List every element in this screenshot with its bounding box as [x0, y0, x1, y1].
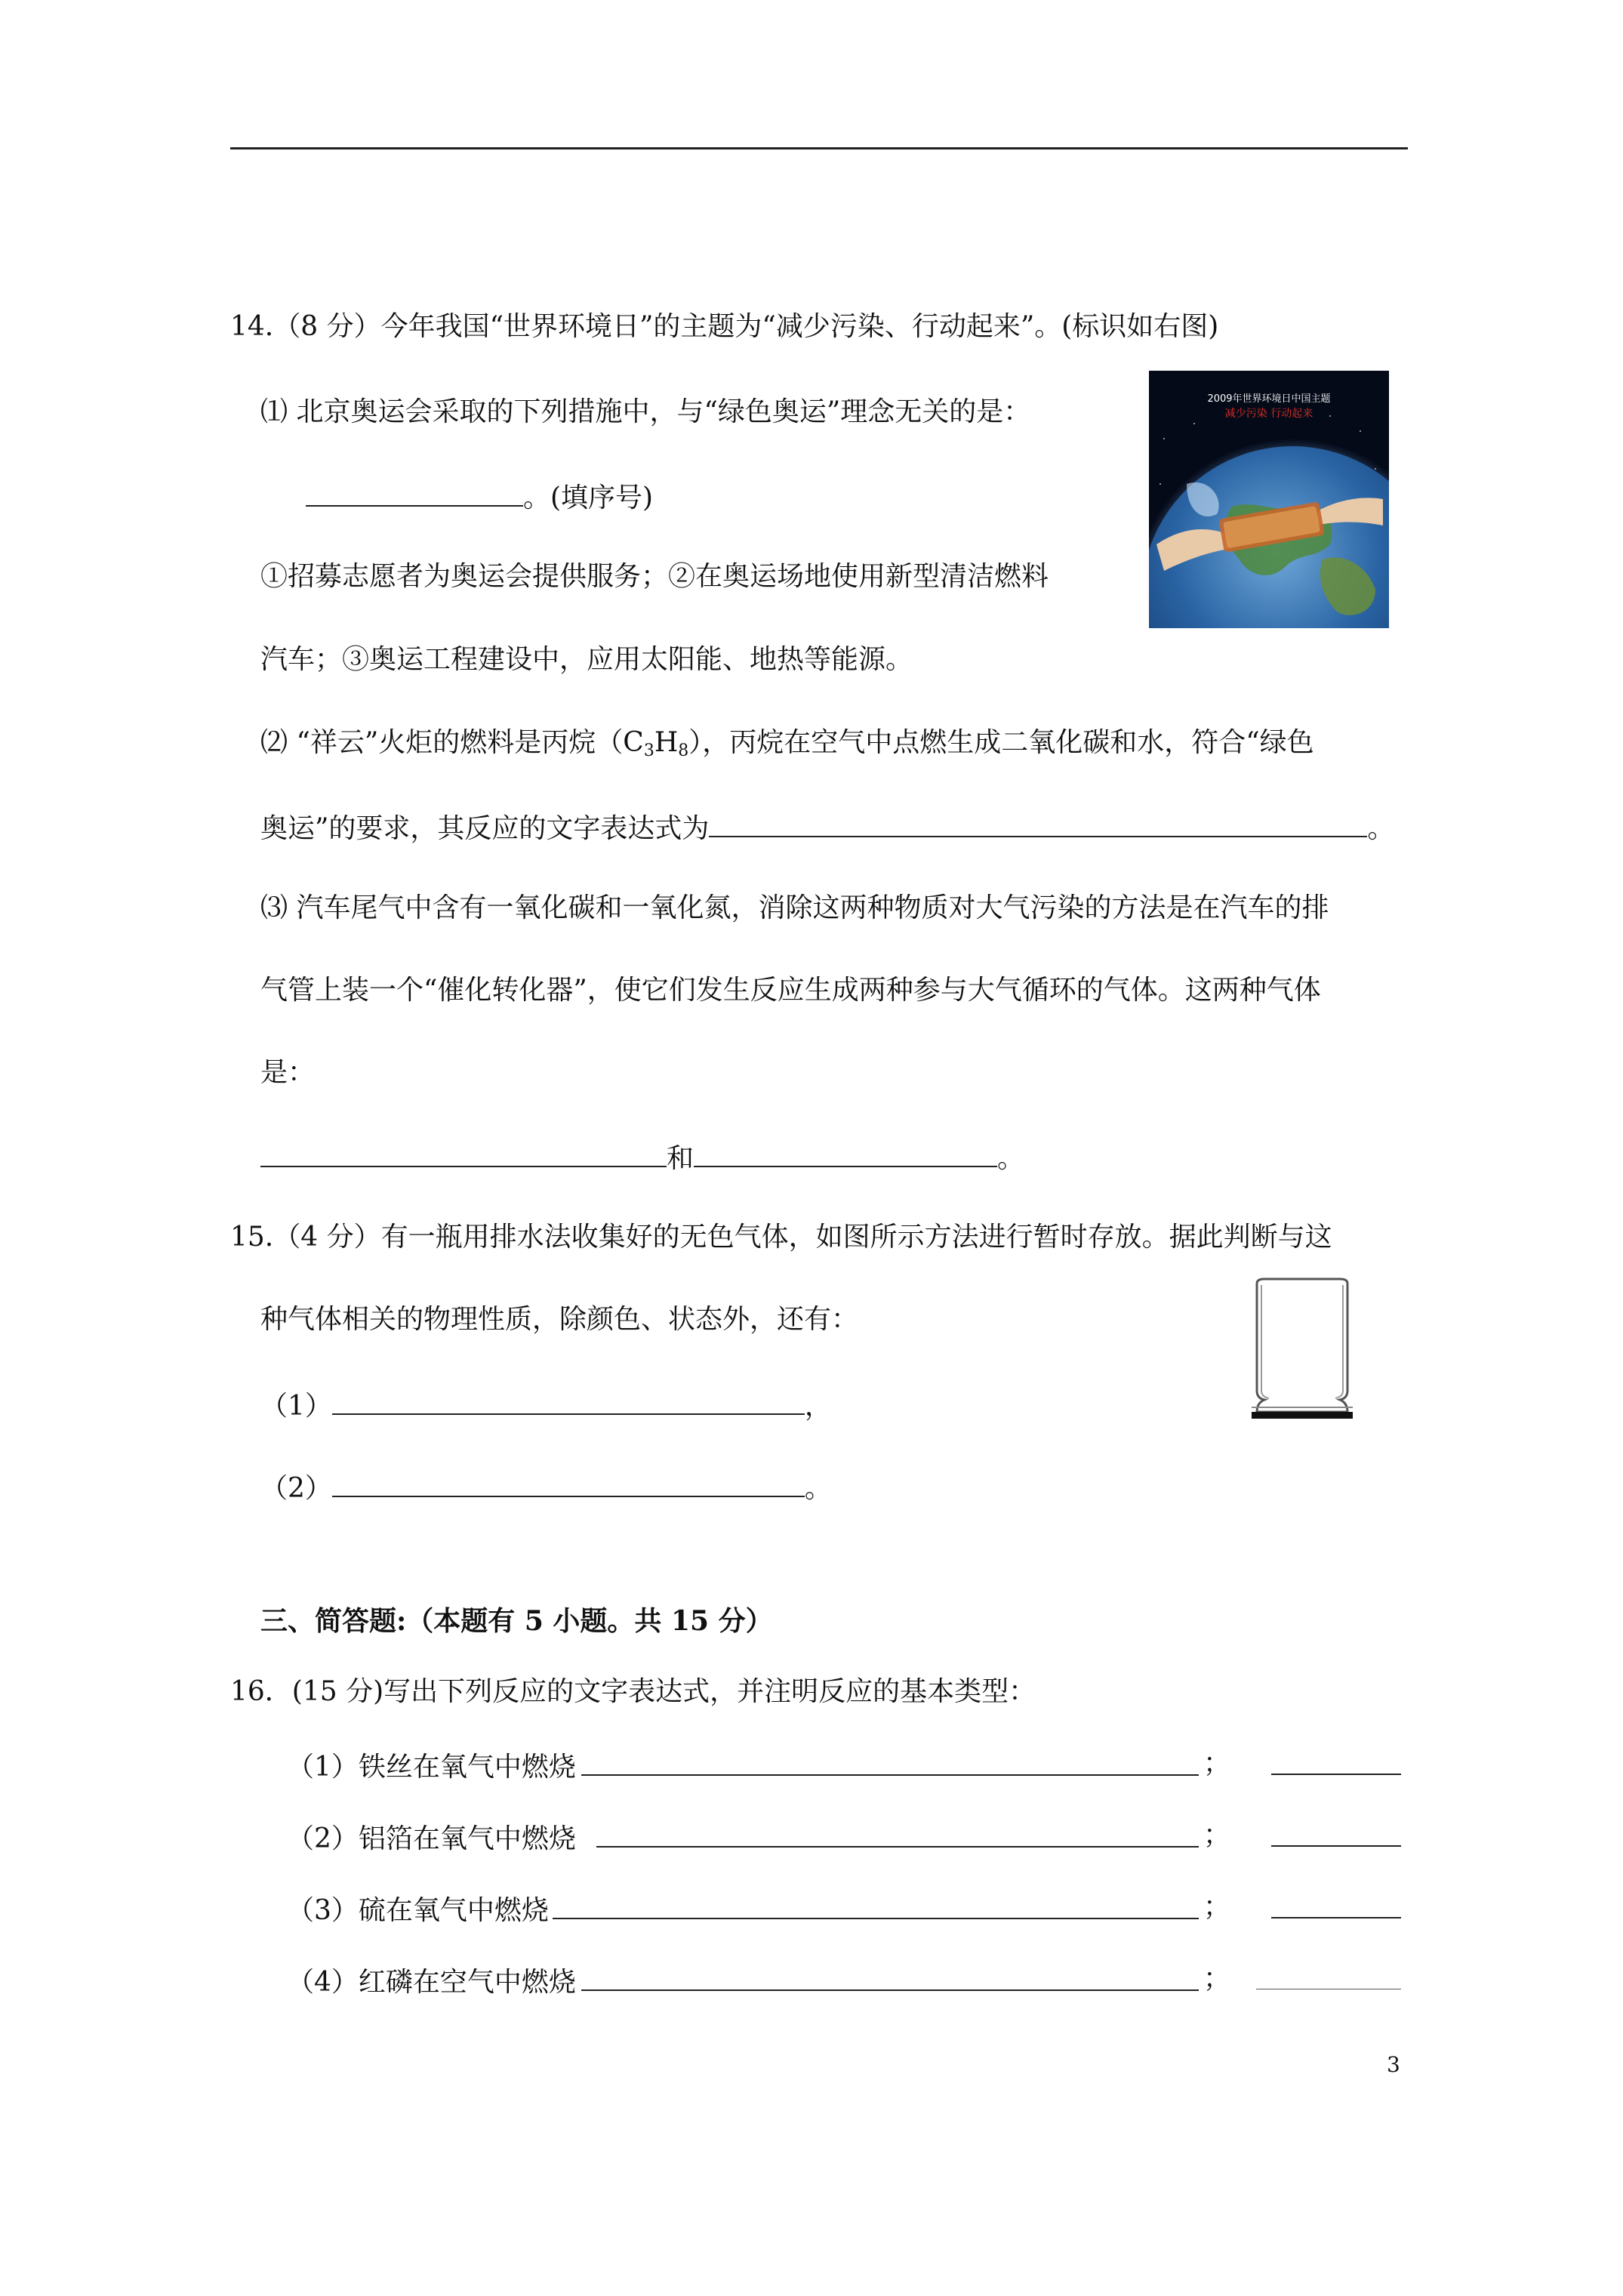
- q14-p2-text-a: ⑵ “祥云”火炬的燃料是丙烷（C: [260, 727, 644, 758]
- q14-p1-blank[interactable]: [306, 476, 523, 507]
- q16-item-4: [287, 1961, 1199, 2001]
- q14-p2-text-b: ），丙烷在空气中点燃生成二氧化碳和水，符合“绿色: [688, 727, 1314, 758]
- q14-p2-blank[interactable]: [709, 807, 1367, 837]
- q16-item-3-type-blank[interactable]: [1271, 1917, 1401, 1918]
- poster-slogan: 减少污染 行动起来: [1224, 408, 1313, 420]
- q15-item1-blank[interactable]: [332, 1385, 805, 1415]
- inverted-gas-jar-figure: [1249, 1277, 1355, 1428]
- q14-p3-end: 。: [997, 1143, 1025, 1174]
- q15-item2-blank[interactable]: [332, 1467, 805, 1497]
- q14-p3-and: 和: [667, 1143, 694, 1174]
- q14-p3-line1: ⑶ 汽车尾气中含有一氧化碳和一氧化氮，消除这两种物质对大气污染的方法是在汽车的排: [260, 892, 1329, 923]
- q14-p2-sub-3: 3: [643, 741, 654, 760]
- q15-item1-label: （1）: [260, 1391, 332, 1422]
- q14-p1-text: ⑴ 北京奥运会采取的下列措施中，与“绿色奥运”理念无关的是：: [260, 396, 1031, 427]
- environment-day-poster: [1149, 371, 1389, 628]
- q14-p2-sub-8: 8: [678, 741, 689, 760]
- q16-item-4-expression-blank[interactable]: [581, 1961, 1199, 1991]
- section-3-heading: 三、简答题:（本题有 5 小题。共 15 分）: [260, 1605, 773, 1637]
- q14-p1-options-2: 汽车；③奥运工程建设中，应用太阳能、地热等能源。: [260, 644, 913, 675]
- q14-p1-answer-line: [306, 476, 653, 516]
- q14-p2-line1: [260, 725, 1314, 761]
- header-rule: [230, 147, 1408, 149]
- page-number: 3: [1387, 2052, 1400, 2077]
- q15-item1-line: [260, 1385, 832, 1425]
- q15-item2-line: [260, 1467, 832, 1507]
- q15-item2-label: （2）: [260, 1473, 332, 1504]
- q16-item-2-sep: ；: [1203, 1820, 1231, 1851]
- q14-p3-line2: 气管上装一个“催化转化器”，使它们发生反应生成两种参与大气循环的气体。这两种气体: [260, 975, 1321, 1006]
- q16-item-3-sep: ；: [1203, 1891, 1231, 1922]
- q14-p2-h: H: [654, 727, 679, 758]
- q15-line2: 种气体相关的物理性质，除颜色、状态外，还有：: [260, 1304, 859, 1335]
- q16-item-4-sep: ；: [1203, 1963, 1231, 1994]
- q15-item1-end: ，: [804, 1391, 832, 1422]
- q14-p3-blank-2[interactable]: [694, 1137, 997, 1167]
- q16-item-3-expression-blank[interactable]: [553, 1889, 1199, 1919]
- q16-item-2-expression-blank[interactable]: [596, 1817, 1199, 1848]
- q16-item-3: [287, 1889, 1199, 1929]
- q14-p2-prompt: 奥运”的要求，其反应的文字表达式为: [260, 813, 710, 844]
- q16-item-1-sep: ；: [1203, 1748, 1231, 1779]
- q14-p1-options-1: ①招募志愿者为奥运会提供服务；②在奥运场地使用新型清洁燃料: [260, 561, 1049, 592]
- q16-item-4-label: （4）红磷在空气中燃烧: [287, 1967, 576, 1998]
- q15-stem: 15.（4 分）有一瓶用排水法收集好的无色气体，如图所示方法进行暂时存放。据此判断与这: [230, 1222, 1332, 1253]
- q16-item-2-type-blank[interactable]: [1271, 1845, 1401, 1847]
- q14-p2-line2: [260, 807, 1394, 847]
- q14-p2-end: 。: [1367, 813, 1395, 844]
- q14-p3-blank-1[interactable]: [260, 1137, 667, 1167]
- q16-item-2-label: （2）铝箔在氧气中燃烧: [287, 1823, 576, 1854]
- q16-item-1-label: （1）铁丝在氧气中燃烧: [287, 1752, 576, 1783]
- q15-item2-end: 。: [804, 1473, 832, 1504]
- q14-stem: 14.（8 分）今年我国“世界环境日”的主题为“减少污染、行动起来”。(标识如右图): [230, 311, 1219, 342]
- q14-p3-answer-line: [260, 1137, 1024, 1177]
- q14-p1-hint: 。(填序号): [523, 482, 654, 513]
- q16-item-1-type-blank[interactable]: [1271, 1774, 1401, 1775]
- q14-p3-line3: 是：: [260, 1057, 316, 1088]
- q16-stem: 16．(15 分)写出下列反应的文字表达式，并注明反应的基本类型：: [230, 1676, 1036, 1707]
- q16-item-2: [287, 1817, 1199, 1857]
- q16-item-3-label: （3）硫在氧气中燃烧: [287, 1895, 549, 1926]
- poster-title: 2009年世界环境日中国主题: [1207, 393, 1331, 405]
- q16-item-1: [287, 1746, 1199, 1786]
- q16-item-1-expression-blank[interactable]: [581, 1746, 1199, 1776]
